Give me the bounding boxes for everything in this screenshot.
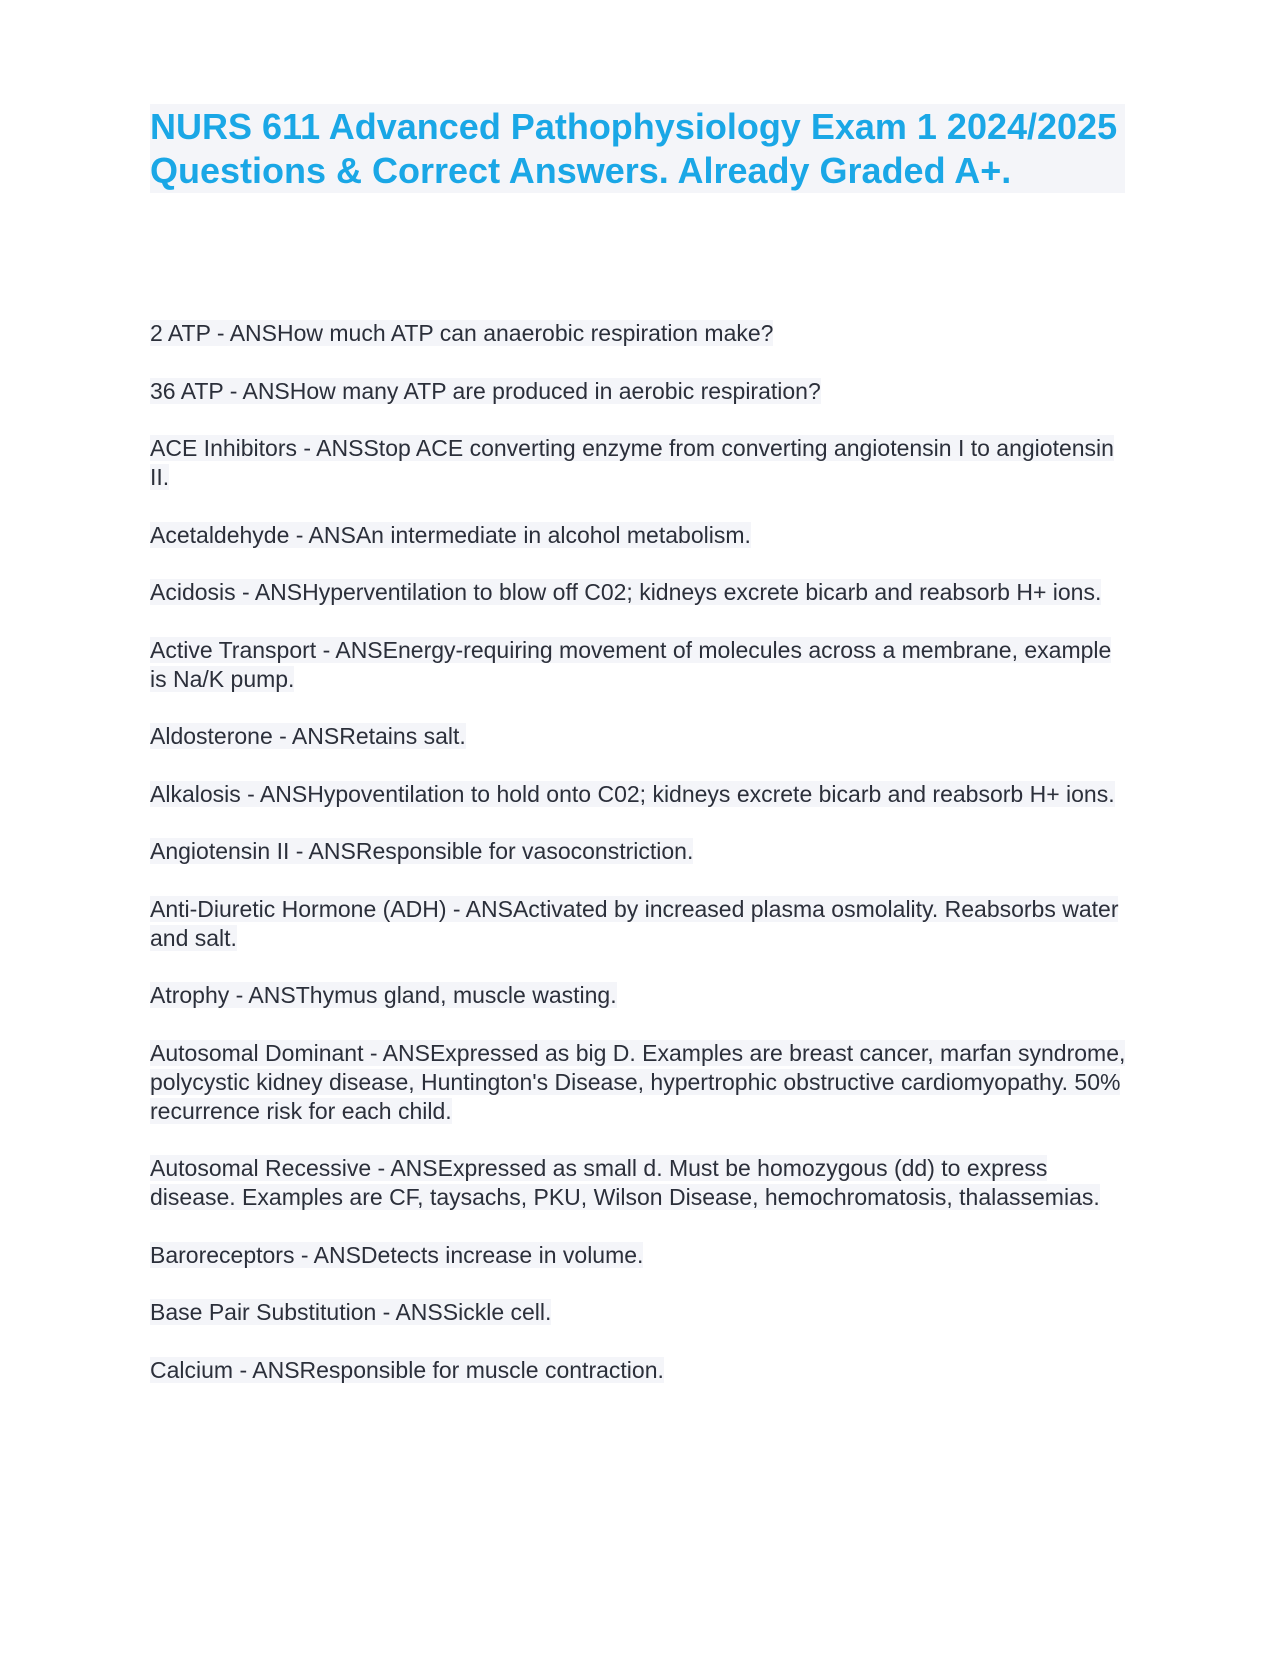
entry-text: 36 ATP - ANSHow many ATP are produced in aerobic respiration? (150, 377, 821, 404)
entry-text: Anti-Diuretic Hormone (ADH) - ANSActivated by increased plasma osmolality. Reabsorbs water and salt. (150, 895, 1119, 951)
list-item (150, 837, 1130, 866)
entry-text: Atrophy - ANSThymus gland, muscle wasting. (150, 982, 617, 1008)
document-title: NURS 611 Advanced Pathophysiology Exam 1 2024/2025 Questions & Correct Answers. Already Graded A+. (150, 104, 1125, 193)
entry-text: Active Transport - ANSEnergy-requiring movement of molecules across a membrane, example is Na/K pump. (150, 636, 1112, 692)
list-item (150, 1241, 1130, 1270)
list-item (150, 1154, 1130, 1212)
entry-text: Acetaldehyde - ANSAn intermediate in alcohol metabolism. (150, 521, 751, 548)
entry-text: 2 ATP - ANSHow much ATP can anaerobic respiration make? (150, 320, 774, 346)
entry-text: Acidosis - ANSHyperventilation to blow off C02; kidneys excrete bicarb and reabsorb H+ ions. (150, 579, 1102, 605)
entry-text: ACE Inhibitors - ANSStop ACE converting enzyme from converting angiotensin I to angiotensin II. (150, 435, 1114, 490)
list-item (150, 377, 1130, 406)
qa-list (150, 319, 1130, 1413)
list-item (150, 1356, 1130, 1385)
entry-text: Base Pair Substitution - ANSSickle cell. (150, 1299, 552, 1325)
entry-text: Calcium - ANSResponsible for muscle contraction. (150, 1356, 664, 1383)
entry-text: Autosomal Dominant - ANSExpressed as big D. Examples are breast cancer, marfan syndrome, polycystic kidney disease, Huntington's Disease, hypertrophic obstructive cardiomyopathy. 50% recurrence risk for each child. (150, 1039, 1126, 1124)
list-item (150, 722, 1130, 751)
list-item (150, 319, 1130, 348)
list-item (150, 434, 1130, 492)
entry-text: Alkalosis - ANSHypoventilation to hold onto C02; kidneys excrete bicarb and reabsorb H+ ions. (150, 780, 1115, 807)
list-item (150, 578, 1130, 607)
entry-text: Baroreceptors - ANSDetects increase in volume. (150, 1241, 644, 1268)
entry-text: Angiotensin II - ANSResponsible for vasoconstriction. (150, 838, 694, 864)
list-item (150, 780, 1130, 809)
entry-text: Aldosterone - ANSRetains salt. (150, 723, 466, 749)
list-item (150, 636, 1130, 694)
list-item (150, 1298, 1130, 1327)
list-item (150, 895, 1130, 953)
list-item (150, 1039, 1130, 1126)
list-item (150, 981, 1130, 1010)
list-item (150, 521, 1130, 550)
entry-text: Autosomal Recessive - ANSExpressed as small d. Must be homozygous (dd) to express disease. Examples are CF, taysachs, PKU, Wilson Disease, hemochromatosis, thalassemias. (150, 1155, 1100, 1210)
